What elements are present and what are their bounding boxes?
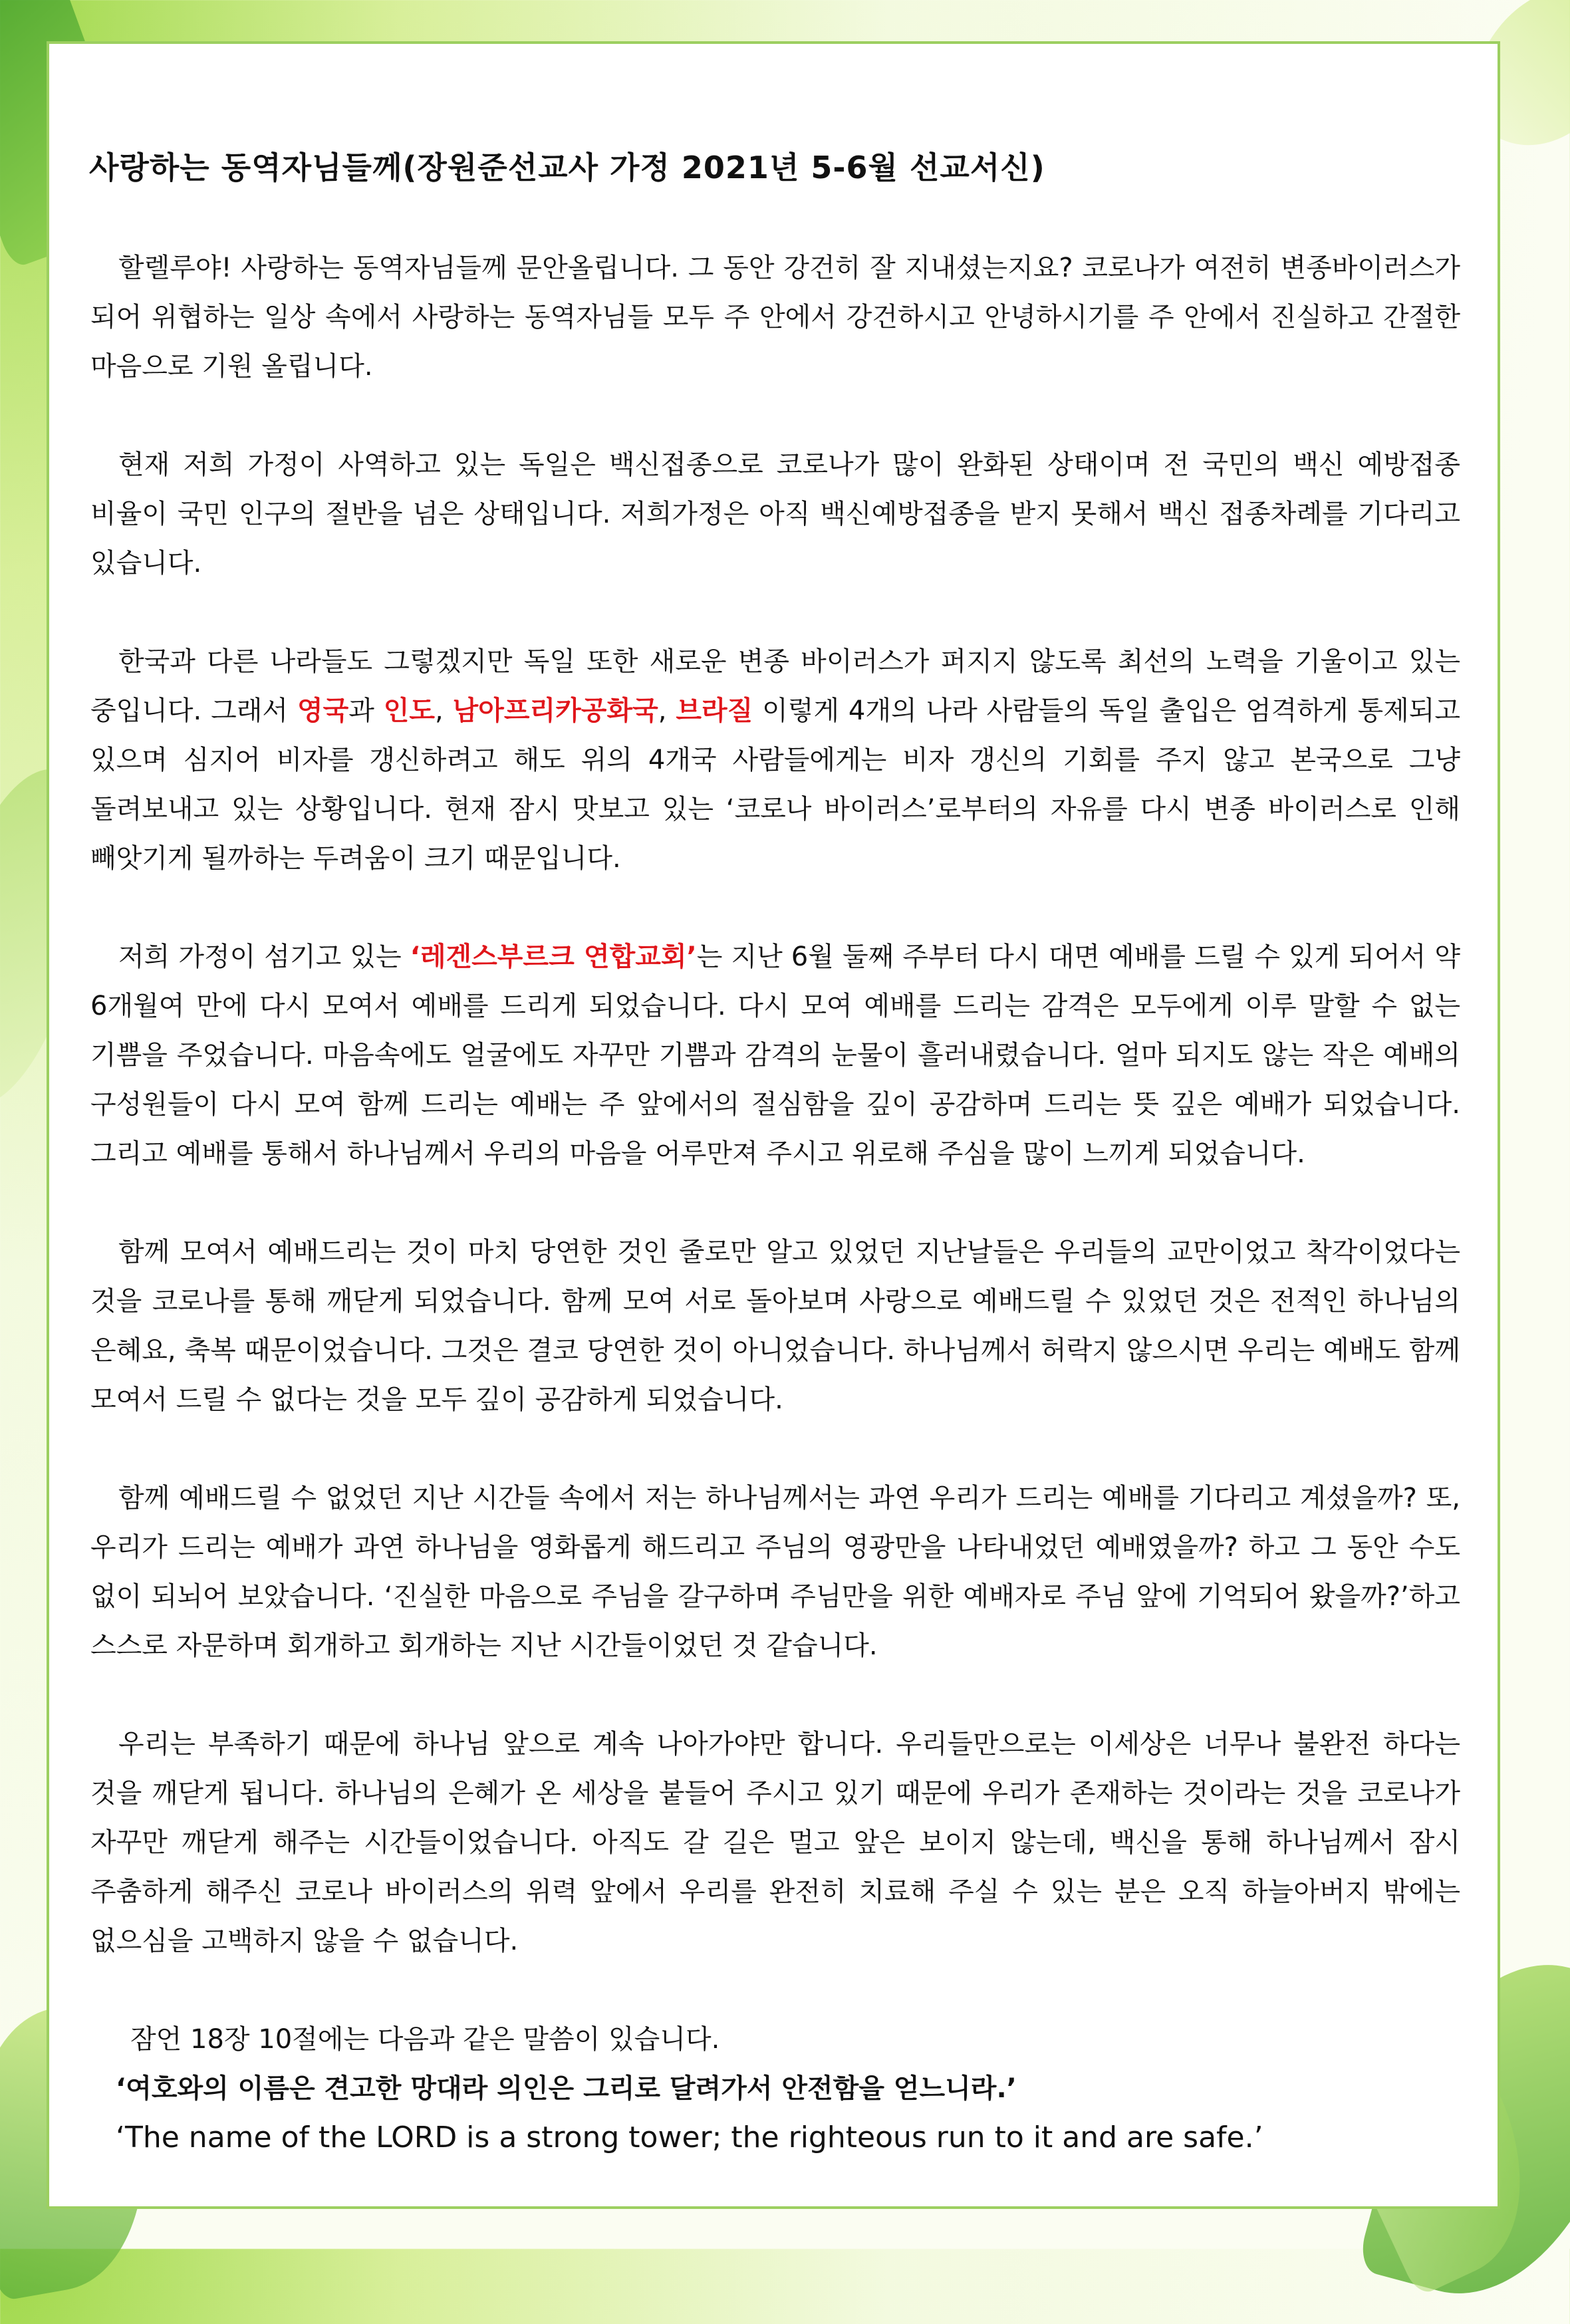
verse-intro: 잠언 18장 10절에는 다음과 같은 말씀이 있습니다. (130, 2024, 720, 2055)
verse-english: ‘The name of the LORD is a strong tower; the righteous run to it and are safe.’ (116, 2121, 1263, 2154)
church-name: ‘레겐스부르크 연합교회’ (410, 942, 697, 972)
paragraph-border-control (90, 637, 1460, 883)
paragraph-greeting: 할렐루야! 사랑하는 동역자님들께 문안올립니다. 그 동안 강건히 잘 지내셨는지요? 코로나가 여전히 변종바이러스가 되어 위협하는 일상 속에서 사랑하는 동역자님들 모두 주 안에서 강건하시고 안녕하시기를 주 안에서 진실하고 간절한 마음으로 기원 올립니다. (90, 253, 1460, 382)
text-segment: , (658, 696, 676, 726)
text-segment: 이렇게 4개의 나라 사람들의 독일 출입은 엄격하게 통제되고 있으며 심지어 비자를 갱신하려고 해도 위의 4개국 사람들에게는 비자 갱신의 기회를 주지 않고 본국으로 그냥 돌려보내고 있는 상황입니다. 현재 잠시 맛보고 있는 ‘코로나 바이러스’로부터의 자유를 다시 변종 바이러스로 인해 빼앗기게 될까하는 두려움이 크기 때문입니다. (90, 696, 1461, 874)
country-brazil: 브라질 (676, 696, 753, 726)
text-segment: 한국과 다른 나라들도 그렇겠지만 독일 또한 새로운 변종 바이러스가 퍼지지 않도록 최선의 노력을 기울이고 있는 중입니다. 그래서 (90, 646, 1460, 726)
text-segment: 과 (348, 696, 384, 726)
verse-korean: ‘여호와의 이름은 견고한 망대라 의인은 그리로 달려가서 안전함을 얻느니라.’ (116, 2073, 1017, 2104)
letter-title: 사랑하는 동역자님들께(장원준선교사 가정 2021년 5-6월 선교서신) (89, 150, 1045, 186)
text-segment: 저희 가정이 섬기고 있는 (118, 942, 410, 972)
country-uk: 영국 (297, 696, 349, 726)
paragraph-church (90, 932, 1460, 1178)
paragraph-confession: 우리는 부족하기 때문에 하나님 앞으로 계속 나아가야만 합니다. 우리들만으로는 이세상은 너무나 불완전 하다는 것을 깨닫게 됩니다. 하나님의 은혜가 온 세상을 붙들어 주시고 있기 때문에 우리가 존재하는 것이라는 것을 코로나가 자꾸만 깨닫게 해주는 시간들이었습니다. 아직도 갈 길은 멀고 앞은 보이지 않는데, 백신을 통해 하나님께서 잠시 주춤하게 해주신 코로나 바이러스의 위력 앞에서 우리를 완전히 치료해 주실 수 있는 분은 오직 하늘아버지 밖에는 없으심을 고백하지 않을 수 없습니다. (90, 1729, 1460, 1956)
country-india: 인도 (383, 696, 436, 726)
text-segment: , (435, 696, 453, 726)
text-segment: 는 지난 6월 둘째 주부터 다시 대면 예배를 드릴 수 있게 되어서 약 6개월여 만에 다시 모여서 예배를 드리게 되었습니다. 다시 모여 예배를 드리는 감격은 모두에게 이루 말할 수 없는 기쁨을 주었습니다. 마음속에도 얼굴에도 자꾸만 기쁨과 감격의 눈물이 흘러내렸습니다. 얼마 되지도 않는 작은 예배의 구성원들이 다시 모여 함께 드리는 예배는 주 앞에서의 절심함을 깊이 공감하며 드리는 뜻 깊은 예배가 되었습니다. 그리고 예배를 통해서 하나님께서 우리의 마음을 어루만져 주시고 위로해 주심을 많이 느끼게 되었습니다. (90, 942, 1461, 1169)
paragraph-reflection: 함께 모여서 예배드리는 것이 마치 당연한 것인 줄로만 알고 있었던 지난날들은 우리들의 교만이었고 착각이었다는 것을 코로나를 통해 깨닫게 되었습니다. 함께 모여 서로 돌아보며 사랑으로 예배드릴 수 있었던 것은 전적인 하나님의 은혜요, 축복 때문이었습니다. 그것은 결코 당연한 것이 아니었습니다. 하나님께서 허락지 않으시면 우리는 예배도 함께 모여서 드릴 수 없다는 것을 모두 깊이 공감하게 되었습니다. (90, 1237, 1460, 1415)
letter-page (47, 41, 1500, 2209)
paragraph-repentance: 함께 예배드릴 수 없었던 지난 시간들 속에서 저는 하나님께서는 과연 우리가 드리는 예배를 기다리고 계셨을까? 또, 우리가 드리는 예배가 과연 하나님을 영화롭게 해드리고 주님의 영광만을 나타내었던 예배였을까? 하고 그 동안 수도 없이 되뇌어 보았습니다. ‘진실한 마음으로 주님을 갈구하며 주님만을 위한 예배자로 주님 앞에 기억되어 왔을까?’하고 스스로 자문하며 회개하고 회개하는 지난 시간들이었던 것 같습니다. (90, 1483, 1460, 1661)
letter-body (90, 243, 1460, 2162)
paragraph-vaccination: 현재 저희 가정이 사역하고 있는 독일은 백신접종으로 코로나가 많이 완화된 상태이며 전 국민의 백신 예방접종 비율이 국민 인구의 절반을 넘은 상태입니다. 저희가정은 아직 백신예방접종을 받지 못해서 백신 접종차례를 기다리고 있습니다. (90, 450, 1460, 579)
country-south-africa: 남아프리카공화국 (452, 696, 658, 726)
